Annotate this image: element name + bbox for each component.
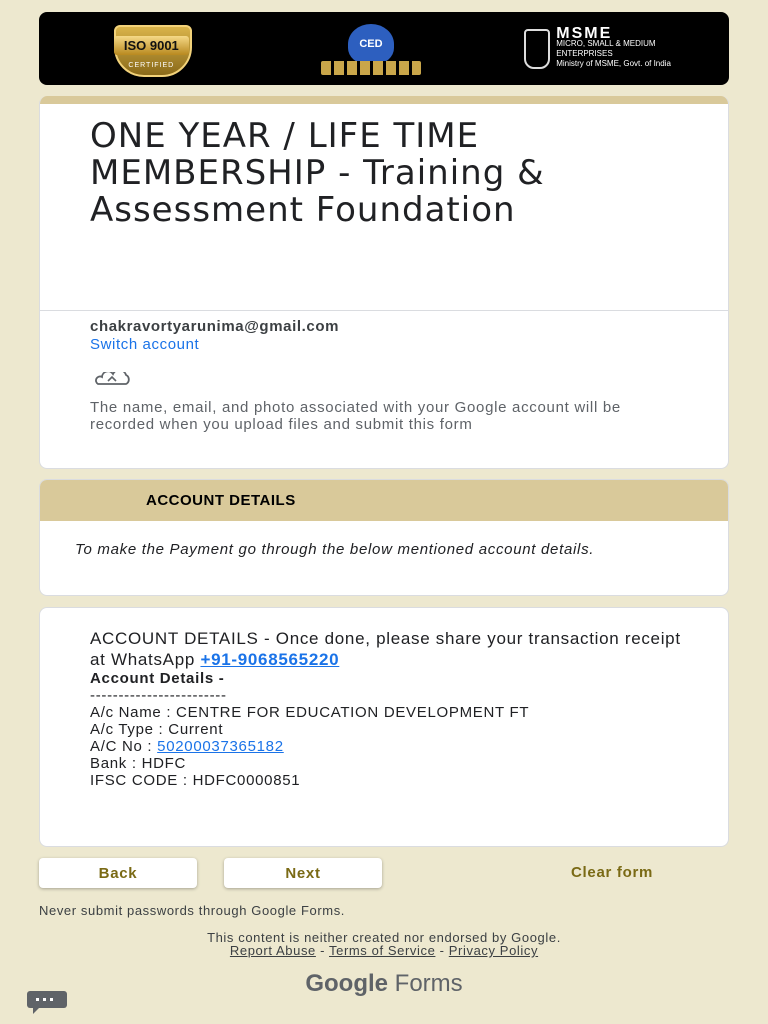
msme-line2: Ministry of MSME, Govt. of India [556,58,671,68]
ac-name: A/c Name : CENTRE FOR EDUCATION DEVELOPMENT FT [90,704,530,721]
terms-link[interactable]: Terms of Service [329,943,436,958]
clear-form-button[interactable]: Clear form [571,864,654,881]
report-abuse-link[interactable]: Report Abuse [229,943,316,958]
cloud-upload-icon [90,372,134,386]
form-title-card [39,96,729,469]
national-emblem-icon [524,29,551,69]
iso-label: ISO 9001 [114,36,189,55]
msme-line1: MICRO, SMALL & MEDIUM ENTERPRISES [556,38,656,58]
link-separator: - [315,943,330,958]
brand-forms: Forms [394,970,463,997]
msme-logo [524,21,684,77]
disclaimer: This content is neither created nor endorsed by Google. [207,930,561,945]
account-email: chakravortyarunima@gmail.com [90,318,340,335]
account-details-text [90,628,690,789]
ced-foundation-logo [309,17,433,81]
google-forms-logo[interactable] [0,970,768,998]
ac-no-label: A/C No : [90,738,158,755]
ced-label: CED [348,24,394,64]
details-lead: ACCOUNT DETAILS - Once done, please share your transaction receipt at WhatsApp [90,629,681,669]
separator-line: ------------------------ [90,687,227,704]
footer-links [0,943,768,958]
password-warning: Never submit passwords through Google Forms. [39,903,346,918]
title-accent-bar [40,96,728,104]
msme-title: MSME [556,24,613,42]
whatsapp-link[interactable]: +91-9068565220 [200,650,340,669]
link-separator: - [435,943,449,958]
privacy-notice: The name, email, and photo associated with your Google account will be recorded when you upload files and submit this form [90,399,621,433]
header-banner [39,12,729,85]
section-description: To make the Payment go through the below mentioned account details. [75,541,595,558]
iso-sub-label: CERTIFIED [128,61,175,69]
account-heading: Account Details - [90,670,225,687]
privacy-link[interactable]: Privacy Policy [448,943,539,958]
form-title: ONE YEAR / LIFE TIME MEMBERSHIP - Training & Assessment Foundation [90,116,545,230]
account-details-card [39,607,729,847]
next-button[interactable]: Next [224,858,382,888]
back-button[interactable]: Back [39,858,197,888]
feedback-icon[interactable] [27,991,67,1008]
wing-icon [321,61,421,75]
ac-type: A/c Type : Current [90,721,224,738]
divider [40,310,728,311]
section-header: ACCOUNT DETAILS [40,480,728,521]
ac-no-link[interactable]: 50200037365182 [157,738,284,755]
brand-google: Google [305,970,388,997]
switch-account-link[interactable]: Switch account [90,336,200,353]
section-card [39,479,729,596]
iso-certified-badge [84,25,218,73]
ifsc-code: IFSC CODE : HDFC0000851 [90,772,301,789]
bank: Bank : HDFC [90,755,187,772]
